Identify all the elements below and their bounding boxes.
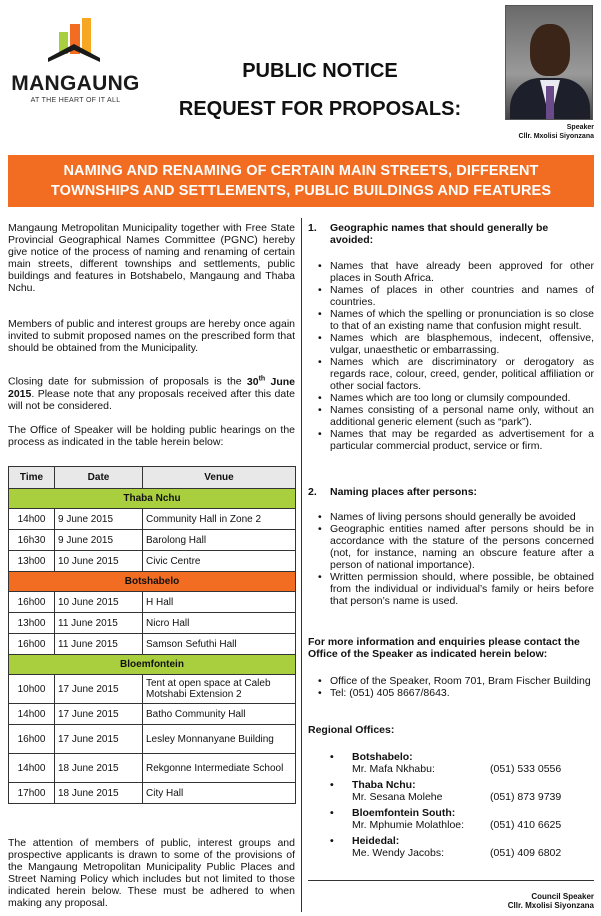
section-name: Thaba Nchu [9,489,296,509]
signature-name: Cllr. Mxolisi Siyonzana [507,901,594,910]
col-date: Date [55,467,143,489]
list-item: • Office of the Speaker, Room 701, Bram Fischer Building [308,675,594,687]
cell-date: 18 June 2015 [55,783,143,804]
cell-venue: Lesley Monnanyane Building [143,725,296,754]
logo-name: MANGAUNG [11,72,140,95]
speaker-photo [505,5,593,120]
cell-date: 9 June 2015 [55,509,143,530]
signature-rule [308,880,594,881]
page-subtitle: REQUEST FOR PROPOSALS: [178,98,462,120]
region-phone: (051) 409 6802 [490,847,562,859]
cell-venue: Samson Sefuthi Hall [143,634,296,655]
cell-time: 17h00 [9,783,55,804]
cell-venue: Rekgonne Intermediate School [143,754,296,783]
col-time: Time [9,467,55,489]
cell-time: 13h00 [9,551,55,572]
logo-tagline: AT THE HEART OF IT ALL [30,97,121,104]
cell-venue: Barolong Hall [143,530,296,551]
cell-venue: City Hall [143,783,296,804]
closing-note: . Please note that any proposals received after this date will not be considered. [8,387,295,412]
table-row [9,530,296,551]
closing-text: Closing date for submission of proposals is the [8,375,247,388]
table-row [9,675,296,704]
list-item: • Names that have already been approved for other places in South Africa. [308,260,594,284]
cell-date: 17 June 2015 [55,704,143,725]
region-name: • Bloemfontein South: [330,807,594,819]
section-name: Bloemfontein [9,655,296,675]
section-2-heading: 2. Naming places after persons: [308,486,478,498]
more-info: For more information and enquiries please contact the Office of the Speaker as indicated herein below: [308,636,580,660]
cell-date: 10 June 2015 [55,592,143,613]
cell-time: 14h00 [9,704,55,725]
hearings-paragraph: The Office of Speaker will be holding public hearings on the process as indicated in the table herein below: [8,424,295,448]
cell-date: 11 June 2015 [55,634,143,655]
cell-time: 10h00 [9,675,55,704]
list-item: • Names consisting of a personal name only, without an additional generic element (such as “park”). [308,404,594,428]
region-contact [330,791,594,803]
signature-block [420,892,594,910]
cell-date: 17 June 2015 [55,725,143,754]
cell-time: 14h00 [9,509,55,530]
caption-role: Speaker [566,124,594,131]
regional-offices-title: Regional Offices: [308,724,395,736]
hearings-table [8,466,296,804]
cell-date: 11 June 2015 [55,613,143,634]
cell-venue: Community Hall in Zone 2 [143,509,296,530]
cell-time: 14h00 [9,754,55,783]
avoid-names-list [308,260,594,452]
cell-date: 10 June 2015 [55,551,143,572]
table-row [9,783,296,804]
list-item: • Tel: (051) 405 8667/8643. [308,687,594,699]
banner-line-1: NAMING AND RENAMING OF CERTAIN MAIN STREETS, DIFFERENT [63,163,539,179]
table-section-row [9,489,296,509]
region-phone: (051) 410 6625 [490,819,562,831]
cell-date: 9 June 2015 [55,530,143,551]
policy-paragraph: The attention of members of public, interest groups and prospective applicants is drawn to some of the provisions of the Mangaung Metropolitan Municipality Public Places and Street Naming Policy which includes but not limited to those indicated herein below. These must be adhered to when making any proposal. [8,837,295,909]
region-person: Mr. Mafa Nkhabu: [352,763,435,775]
list-item: • Names that may be regarded as advertisement for a particular commercial product, service or firm. [308,428,594,452]
region-name: • Botshabelo: [330,751,594,763]
region-person: Me. Wendy Jacobs: [352,847,445,859]
cell-venue: Civic Centre [143,551,296,572]
col-venue: Venue [143,467,296,489]
cell-venue: Tent at open space at Caleb Motshabi Extension 2 [143,675,296,704]
cell-venue: H Hall [143,592,296,613]
table-row [9,613,296,634]
cell-time: 16h00 [9,634,55,655]
cell-date: 18 June 2015 [55,754,143,783]
notice-banner [8,155,594,207]
table-row [9,509,296,530]
region-person: Mr. Sesana Molehe [352,791,443,803]
photo-caption [490,123,594,141]
list-item: • Names of living persons should generally be avoided [308,511,594,523]
table-row [9,634,296,655]
regional-offices [330,751,594,863]
region-contact [330,763,594,775]
region-person: Mr. Mphumie Molathloe: [352,819,465,831]
cell-time: 13h00 [9,613,55,634]
table-section-row [9,572,296,592]
list-item: • Names of which the spelling or pronunciation is so close to that of an existing name that confusion might result. [308,308,594,332]
contact-list [308,675,594,699]
signature-role: Council Speaker [531,892,594,901]
table-section-row [9,655,296,675]
table-row [9,754,296,783]
intro-paragraph: Mangaung Metropolitan Municipality together with Free State Provincial Geographical Names Committee (PGNC) hereby give notice of the process of naming and renaming of certain main streets, different townships and settlements, public buildings and features in Botshabelo, Mangaung and Thaba Nchu. [8,222,295,294]
list-item: • Geographic entities named after persons should be in accordance with the stature of the persons concerned (not, for instance, naming an obscure feature after a person of national importance). [308,523,594,571]
table-row [9,725,296,754]
list-item: • Names which are too long or clumsily compounded. [308,392,594,404]
region-name: • Heidedal: [330,835,594,847]
list-item: • Written permission should, where possible, be obtained from the individual or individual’s family or heirs before that person’s name is used. [308,571,594,607]
cell-time: 16h30 [9,530,55,551]
region-name: • Thaba Nchu: [330,779,594,791]
invitation-paragraph: Members of public and interest groups are hereby once again invited to submit proposed names on the prescribed form that should be obtained from the Municipality. [8,318,295,354]
section-1-title: Geographic names that should generally be avoided: [330,222,549,246]
caption-name: Cllr. Mxolisi Siyonzana [518,133,594,140]
section-2-title: Naming places after persons: [330,486,478,498]
cell-date: 17 June 2015 [55,675,143,704]
column-divider [301,218,302,912]
banner-line-2: TOWNSHIPS AND SETTLEMENTS, PUBLIC BUILDINGS AND FEATURES [50,183,552,199]
table-row [9,592,296,613]
persons-list [308,511,594,607]
list-item: • Names which are discriminatory or derogatory as regards race, colour, creed, gender, political affiliation or other social factors. [308,356,594,392]
section-name: Botshabelo [9,572,296,592]
table-row [9,551,296,572]
list-item: • Names which are blasphemous, indecent, offensive, vulgar, unaesthetic or embarrassing. [308,332,594,356]
list-item: • Names of places in other countries and names of countries. [308,284,594,308]
table-row [9,704,296,725]
logo-bars-icon [42,18,106,70]
region-phone: (051) 533 0556 [490,763,562,775]
section-1-heading: 1. Geographic names that should generally be avoided: [308,222,594,246]
closing-date: 30th June 2015 [8,375,295,400]
mangaung-logo [8,18,143,113]
region-contact [330,819,594,831]
cell-time: 16h00 [9,725,55,754]
closing-date-paragraph [8,373,295,412]
region-contact [330,847,594,859]
cell-time: 16h00 [9,592,55,613]
cell-venue: Nicro Hall [143,613,296,634]
cell-venue: Batho Community Hall [143,704,296,725]
page-title: PUBLIC NOTICE [242,60,398,82]
region-phone: (051) 873 9739 [490,791,562,803]
